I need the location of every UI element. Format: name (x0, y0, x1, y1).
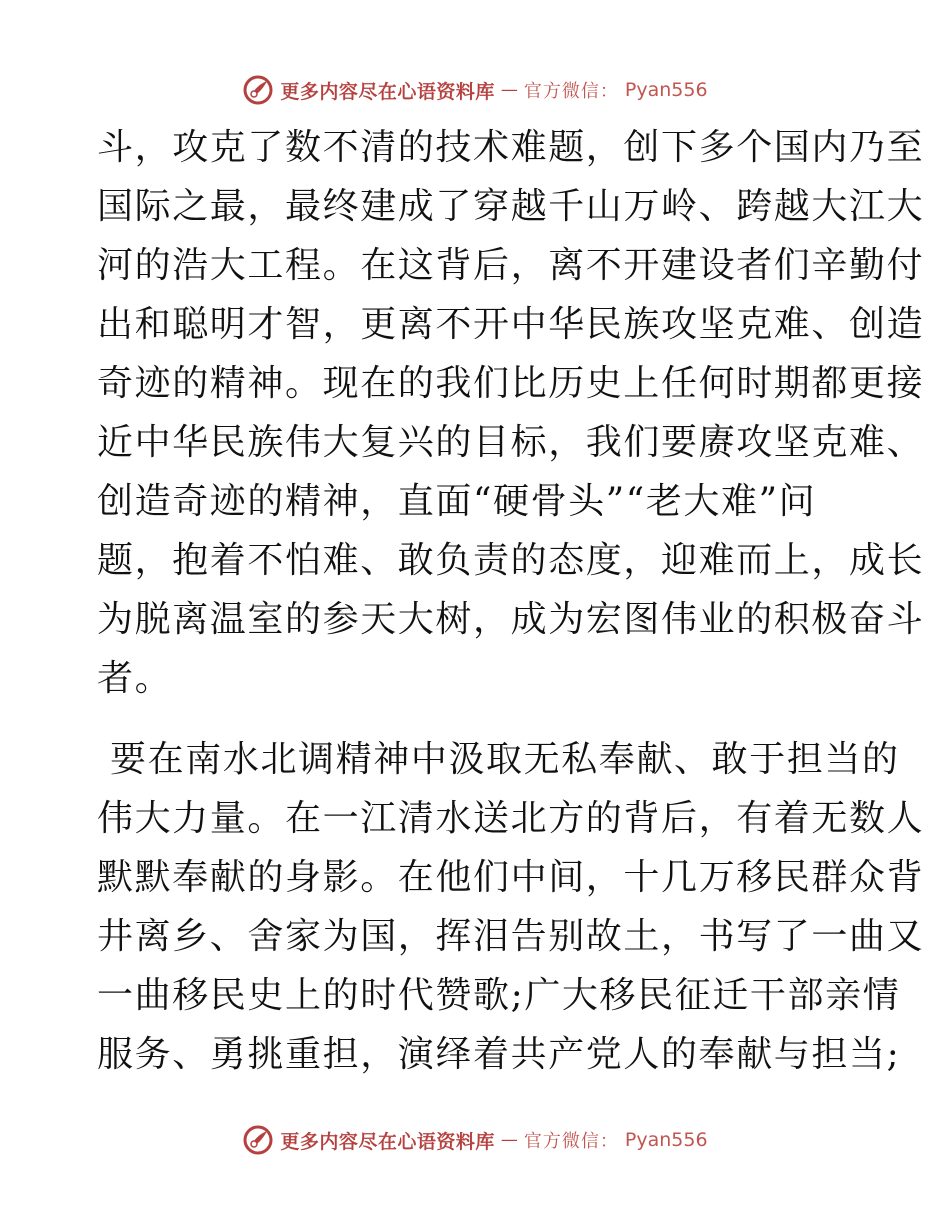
header-banner (0, 70, 950, 110)
text-line: 创造奇迹的精神，直面“硬骨头”“老大难”问 (97, 481, 817, 522)
footer-brand-text: 更多内容尽在心语资料库 (280, 1130, 495, 1153)
header-separator: — (500, 80, 518, 100)
text-line: 服务、勇挑重担，演绎着共产党人的奉献与担当; (97, 1034, 901, 1075)
text-line: 题，抱着不怕难、敢负责的态度，迎难而上，成长 (97, 540, 925, 581)
paragraph-1 (97, 118, 925, 708)
text-line: 出和聪明才智，更离不开中华民族攻坚克难、创造 (97, 304, 925, 345)
text-line: 井离乡、舍家为国，挥泪告别故土，书写了一曲又 (97, 916, 925, 957)
text-line: 者。 (97, 658, 173, 699)
text-line: 斗，攻克了数不清的技术难题，创下多个国内乃至 (97, 127, 925, 168)
header-brand-text: 更多内容尽在心语资料库 (280, 80, 495, 103)
footer-wechat-label: 官方微信： (523, 1131, 619, 1152)
brush-circle-logo-icon (242, 1124, 274, 1156)
header-wechat-label: 官方微信： (523, 81, 619, 102)
text-line: 河的浩大工程。在这背后，离不开建设者们辛勤付 (97, 245, 925, 286)
footer-separator: — (500, 1130, 518, 1150)
text-line: 奇迹的精神。现在的我们比历史上任何时期都更接 (97, 363, 925, 404)
text-line: 国际之最，最终建成了穿越千山万岭、跨越大江大 (97, 186, 925, 227)
text-line: 一曲移民史上的时代赞歌;广大移民征迁干部亲情 (97, 975, 901, 1016)
header-wechat-account: Pyan556 (624, 79, 708, 101)
footer-banner (0, 1120, 950, 1160)
paragraph-spacer (97, 708, 857, 730)
text-line: 伟大力量。在一江清水送北方的背后，有着无数人 (97, 798, 925, 839)
text-line: 近中华民族伟大复兴的目标，我们要赓攻坚克难、 (97, 422, 925, 463)
text-line: 为脱离温室的参天大树，成为宏图伟业的积极奋斗 (97, 599, 925, 640)
paragraph-2 (97, 730, 925, 1084)
text-line: 默默奉献的身影。在他们中间，十几万移民群众背 (97, 857, 925, 898)
brush-circle-logo-icon (242, 74, 274, 106)
article-body (97, 118, 925, 1084)
footer-wechat-account: Pyan556 (624, 1129, 708, 1151)
text-line: 要在南水北调精神中汲取无私奉献、敢于担当的 (97, 739, 900, 780)
